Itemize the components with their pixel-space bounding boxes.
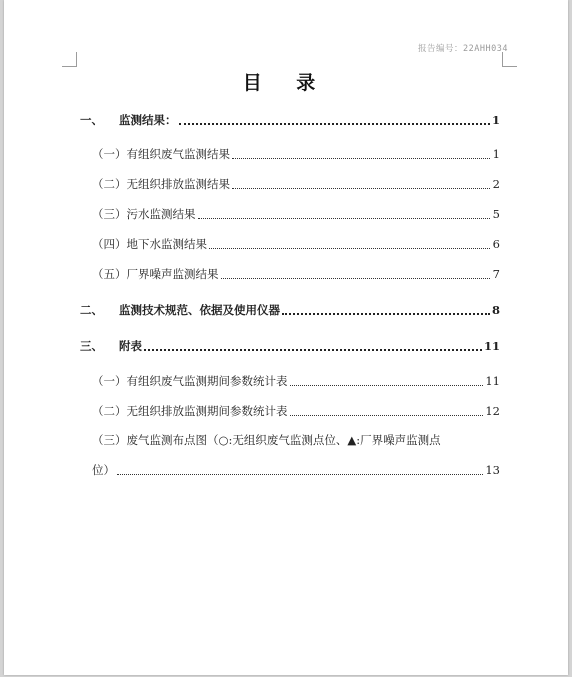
toc-entry-text: 监测技术规范、依据及使用仪器: [119, 303, 280, 317]
toc-entry-text: （五）厂界噪声监测结果: [92, 267, 219, 281]
toc-leader-dots: [209, 248, 490, 249]
toc-entry-page: 12: [485, 404, 500, 418]
toc-entry-text: （三）污水监测结果: [92, 207, 196, 221]
toc-leader-dots: [221, 278, 491, 279]
toc-entry-3-3[interactable]: [92, 432, 441, 448]
toc-entry-3-3-continued[interactable]: [92, 462, 500, 478]
margin-corner-mark-right: [502, 52, 517, 67]
toc-entry-1[interactable]: [80, 112, 500, 128]
toc-entry-text: （三）废气监测布点图（○:无组织废气监测点位、▲:厂界噪声监测点: [92, 433, 441, 447]
toc-entry-3-1[interactable]: [92, 373, 500, 389]
document-page: [4, 0, 568, 675]
toc-entry-number: 一、: [80, 113, 103, 127]
toc-entry-text: 监测结果：: [119, 113, 177, 127]
toc-entry-text: 附表: [119, 339, 142, 353]
toc-title: 目 录: [242, 72, 330, 94]
toc-entry-page: 7: [492, 267, 500, 281]
margin-corner-mark-left: [62, 52, 77, 67]
report-number: 报告编号：22AHH034: [418, 44, 508, 54]
toc-entry-text: （二）无组织排放监测期间参数统计表: [92, 404, 288, 418]
toc-entry-page: 1: [492, 147, 500, 161]
toc-entry-text: （一）有组织废气监测期间参数统计表: [92, 374, 288, 388]
toc-entry-2[interactable]: [80, 302, 500, 318]
toc-entry-page: 1: [491, 113, 500, 127]
toc-leader-dots: [290, 385, 484, 386]
toc-entry-1-3[interactable]: [92, 206, 500, 222]
toc-entry-page: 11: [485, 374, 500, 388]
toc-leader-dots: [198, 218, 491, 219]
toc-leader-dots: [179, 123, 490, 125]
toc-entry-1-4[interactable]: [92, 236, 500, 252]
toc-entry-text: （一）有组织废气监测结果: [92, 147, 230, 161]
toc-entry-1-2[interactable]: [92, 176, 500, 192]
toc-entry-page: 8: [491, 303, 500, 317]
toc-entry-page: 6: [492, 237, 500, 251]
toc-entry-1-5[interactable]: [92, 266, 500, 282]
toc-entry-text: （四）地下水监测结果: [92, 237, 207, 251]
toc-entry-number: 二、: [80, 303, 103, 317]
toc-entry-number: 三、: [80, 339, 103, 353]
toc-leader-dots: [232, 188, 490, 189]
toc-entry-text: （二）无组织排放监测结果: [92, 177, 230, 191]
toc-leader-dots: [117, 474, 483, 475]
toc-entry-page: 13: [485, 463, 500, 477]
toc-entry-page: 11: [483, 339, 500, 353]
toc-leader-dots: [290, 415, 484, 416]
toc-leader-dots: [144, 349, 482, 351]
toc-entry-1-1[interactable]: [92, 146, 500, 162]
toc-leader-dots: [282, 313, 490, 315]
toc-entry-3[interactable]: [80, 338, 500, 354]
toc-entry-text-continued: 位）: [92, 463, 115, 477]
toc-entry-page: 5: [492, 207, 500, 221]
toc-leader-dots: [232, 158, 490, 159]
toc-entry-3-2[interactable]: [92, 403, 500, 419]
toc-entry-page: 2: [492, 177, 500, 191]
